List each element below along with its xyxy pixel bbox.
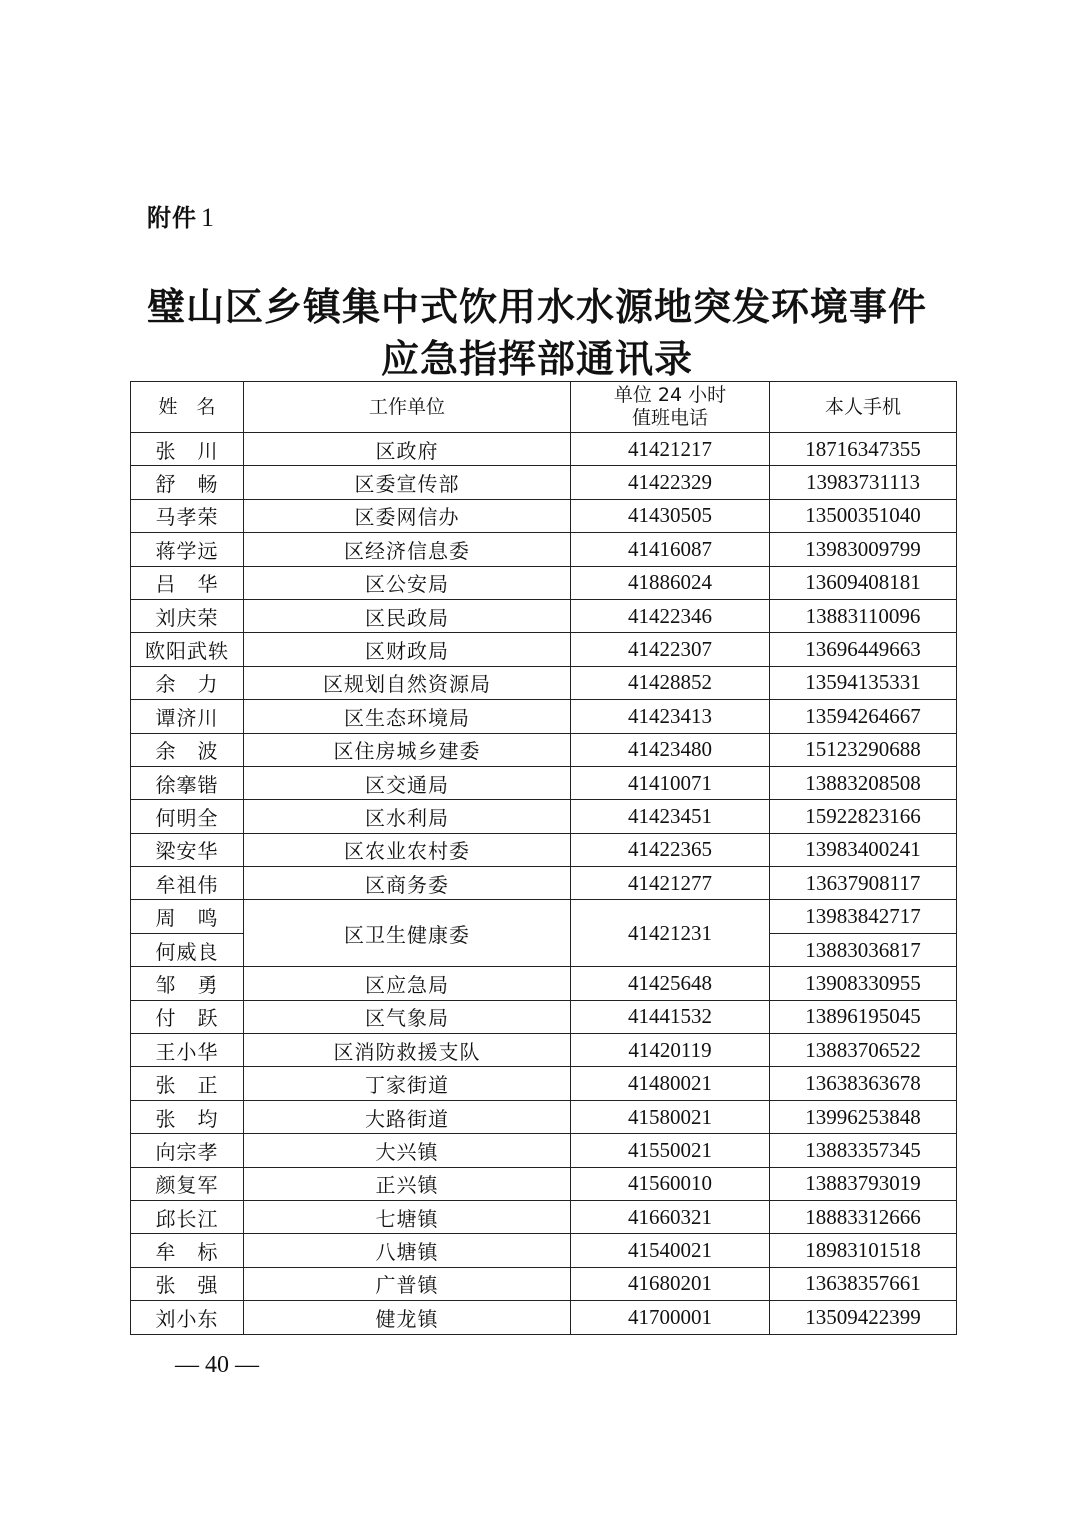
cell-mobile: 13609408181 [770,566,957,599]
cell-mobile: 18716347355 [770,433,957,466]
cell-mobile: 13983731113 [770,466,957,499]
cell-unit: 区规划自然资源局 [244,666,571,699]
cell-unit: 区气象局 [244,1000,571,1033]
table-row [131,666,957,699]
cell-duty: 41700001 [571,1301,770,1334]
cell-duty: 41423451 [571,800,770,833]
table-row [131,766,957,799]
cell-unit: 区经济信息委 [244,533,571,566]
cell-mobile: 13883110096 [770,599,957,632]
cell-duty: 41540021 [571,1234,770,1267]
cell-mobile: 13908330955 [770,967,957,1000]
cell-mobile: 18983101518 [770,1234,957,1267]
cell-unit: 区农业农村委 [244,833,571,866]
cell-duty: 41680201 [571,1267,770,1300]
table-row [131,867,957,900]
cell-duty: 41425648 [571,967,770,1000]
table-row [131,1167,957,1200]
table-row [131,1267,957,1300]
cell-duty: 41428852 [571,666,770,699]
cell-unit: 区委宣传部 [244,466,571,499]
cell-duty: 41441532 [571,1000,770,1033]
cell-mobile: 13638363678 [770,1067,957,1100]
table-row [131,566,957,599]
cell-unit: 八塘镇 [244,1234,571,1267]
cell-name: 谭济川 [131,700,244,733]
cell-mobile: 15123290688 [770,733,957,766]
cell-unit: 大路街道 [244,1100,571,1133]
cell-name: 张 均 [131,1100,244,1133]
cell-unit: 正兴镇 [244,1167,571,1200]
cell-duty: 41421217 [571,433,770,466]
cell-name: 王小华 [131,1034,244,1067]
table-row [131,1200,957,1233]
cell-name: 余 波 [131,733,244,766]
cell-duty: 41416087 [571,533,770,566]
table-row [131,1067,957,1100]
cell-unit: 区消防救援支队 [244,1034,571,1067]
cell-unit: 健龙镇 [244,1301,571,1334]
header-duty-phone-line1: 单位 24 小时 [613,384,727,406]
cell-duty: 41550021 [571,1134,770,1167]
cell-name: 邱长江 [131,1200,244,1233]
cell-name: 刘小东 [131,1301,244,1334]
cell-mobile: 13883793019 [770,1167,957,1200]
cell-name: 何威良 [131,933,244,966]
cell-mobile: 13883208508 [770,766,957,799]
cell-unit: 区交通局 [244,766,571,799]
cell-mobile: 13983842717 [770,900,957,933]
cell-duty: 41886024 [571,566,770,599]
cell-name: 何明全 [131,800,244,833]
cell-name: 牟祖伟 [131,867,244,900]
cell-name: 邹 勇 [131,967,244,1000]
cell-unit: 区应急局 [244,967,571,1000]
cell-duty: 41410071 [571,766,770,799]
table-row [131,800,957,833]
header-duty-phone-line2: 值班电话 [631,407,708,429]
cell-mobile: 13500351040 [770,499,957,532]
cell-unit: 区生态环境局 [244,700,571,733]
cell-unit: 大兴镇 [244,1134,571,1167]
table-row [131,1100,957,1133]
attachment-number: 1 [201,203,215,232]
table-row [131,633,957,666]
cell-name: 向宗孝 [131,1134,244,1167]
cell-duty: 41480021 [571,1067,770,1100]
cell-unit: 区政府 [244,433,571,466]
cell-unit: 区委网信办 [244,499,571,532]
cell-unit: 区住房城乡建委 [244,733,571,766]
cell-name: 欧阳武轶 [131,633,244,666]
cell-mobile: 13696449663 [770,633,957,666]
table-row [131,1234,957,1267]
table-row [131,599,957,632]
cell-unit: 区财政局 [244,633,571,666]
table-row [131,499,957,532]
cell-duty: 41430505 [571,499,770,532]
cell-name: 张 正 [131,1067,244,1100]
cell-mobile: 13883036817 [770,933,957,966]
contact-table [130,381,957,1335]
cell-name: 吕 华 [131,566,244,599]
cell-duty: 41422329 [571,466,770,499]
cell-name: 周 鸣 [131,900,244,933]
cell-name: 张 川 [131,433,244,466]
cell-unit: 区商务委 [244,867,571,900]
attachment-label [147,198,215,233]
cell-duty: 41422307 [571,633,770,666]
document-title-line2: 应急指挥部通讯录 [380,337,693,381]
cell-duty: 41422365 [571,833,770,866]
cell-mobile: 13638357661 [770,1267,957,1300]
table-row [131,900,957,933]
cell-unit: 区公安局 [244,566,571,599]
cell-duty: 41560010 [571,1167,770,1200]
document-title-line1: 璧山区乡镇集中式饮用水水源地突发环境事件 [146,285,927,329]
table-row [131,1000,957,1033]
cell-name: 徐搴锴 [131,766,244,799]
cell-duty: 41423413 [571,700,770,733]
cell-mobile: 13637908117 [770,867,957,900]
cell-name: 马孝荣 [131,499,244,532]
cell-name: 付 跃 [131,1000,244,1033]
cell-duty: 41420119 [571,1034,770,1067]
cell-name: 蒋学远 [131,533,244,566]
table-row [131,1034,957,1067]
cell-unit: 广普镇 [244,1267,571,1300]
cell-unit: 七塘镇 [244,1200,571,1233]
cell-duty: 41421277 [571,867,770,900]
cell-name: 颜复军 [131,1167,244,1200]
table-row [131,967,957,1000]
cell-unit: 区卫生健康委 [244,900,571,967]
table-row [131,466,957,499]
cell-unit: 区水利局 [244,800,571,833]
cell-mobile: 15922823166 [770,800,957,833]
cell-name: 牟 标 [131,1234,244,1267]
cell-duty: 41423480 [571,733,770,766]
cell-duty: 41421231 [571,900,770,967]
cell-mobile: 13996253848 [770,1100,957,1133]
page-number: — 40 — [175,1352,259,1378]
cell-mobile: 13896195045 [770,1000,957,1033]
cell-name: 张 强 [131,1267,244,1300]
cell-name: 刘庆荣 [131,599,244,632]
cell-duty: 41660321 [571,1200,770,1233]
table-row [131,533,957,566]
header-name: 姓 名 [131,382,244,433]
attachment-text: 附件 [147,204,197,232]
cell-mobile: 13509422399 [770,1301,957,1334]
cell-mobile: 13594135331 [770,666,957,699]
cell-mobile: 18883312666 [770,1200,957,1233]
table-row [131,700,957,733]
cell-mobile: 13883706522 [770,1034,957,1067]
table-header-row [131,382,957,433]
cell-name: 舒 畅 [131,466,244,499]
cell-duty: 41580021 [571,1100,770,1133]
table-row [131,733,957,766]
cell-mobile: 13983009799 [770,533,957,566]
cell-unit: 区民政局 [244,599,571,632]
table-row [131,1301,957,1334]
table-row [131,433,957,466]
cell-name: 梁安华 [131,833,244,866]
cell-duty: 41422346 [571,599,770,632]
header-duty-phone [571,382,770,433]
cell-mobile: 13983400241 [770,833,957,866]
header-unit: 工作单位 [244,382,571,433]
header-mobile: 本人手机 [770,382,957,433]
table-row [131,833,957,866]
table-row [131,1134,957,1167]
cell-name: 余 力 [131,666,244,699]
cell-unit: 丁家街道 [244,1067,571,1100]
cell-mobile: 13594264667 [770,700,957,733]
cell-mobile: 13883357345 [770,1134,957,1167]
